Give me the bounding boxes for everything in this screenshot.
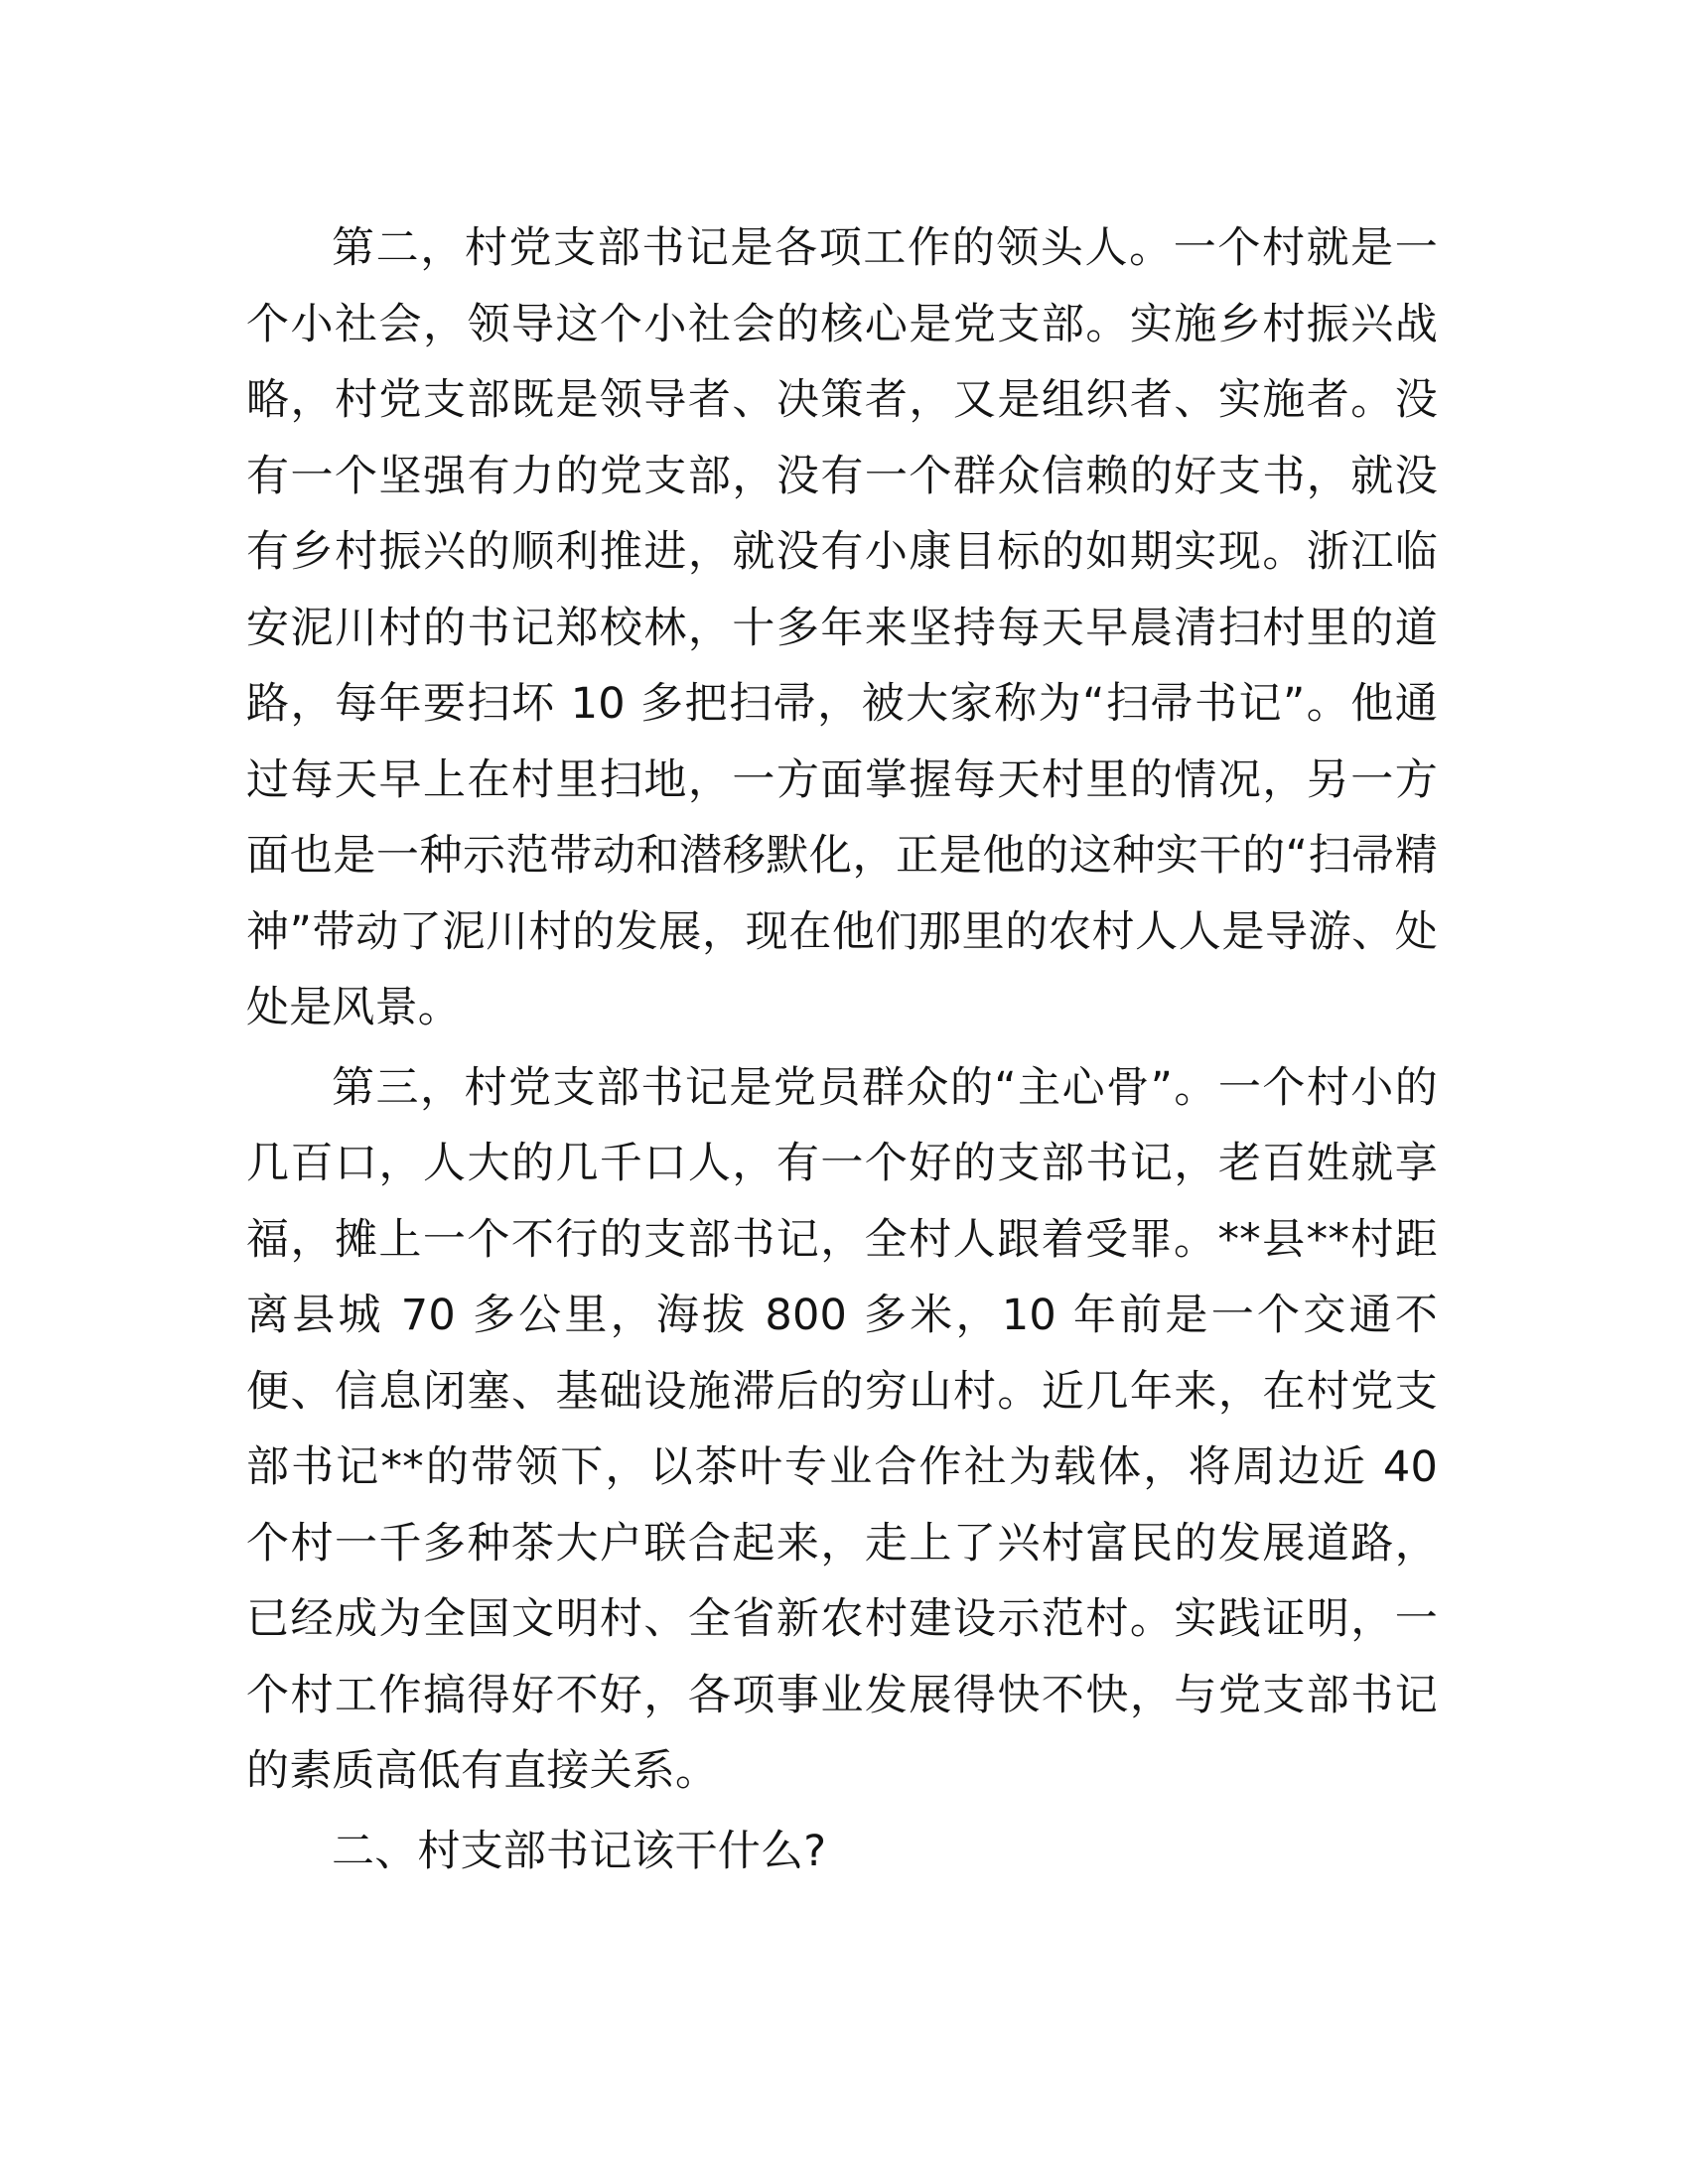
- paragraph-village-secretary-backbone: 第三，村党支部书记是党员群众的“主心骨”。一个村小的几百口，人大的几千口人，有一个好的支部书记，老百姓就享福，摊上一个不行的支部书记，全村人跟着受罪。**县**村距离县城 70 多公里，海拔 800 多米，10 年前是一个交通不便、信息闭塞、基础设施滞后的穷山村。近几年来，在村党支部书记**的带领下，以茶叶专业合作社为载体，将周边近 40 个村一千多种茶大户联合起来，走上了兴村富民的发展道路，已经成为全国文明村、全省新农村建设示范村。实践证明，一个村工作搞得好不好，各项事业发展得快不快，与党支部书记的素质高低有直接关系。: [246, 1062, 1438, 1796]
- section-heading-what-to-do: 二、村支部书记该干什么?: [332, 1826, 827, 1876]
- document-body: [246, 210, 1438, 1889]
- paragraph-village-secretary-leader: 第二，村党支部书记是各项工作的领头人。一个村就是一个小社会，领导这个小社会的核心是党支部。实施乡村振兴战略，村党支部既是领导者、决策者，又是组织者、实施者。没有一个坚强有力的党支部，没有一个群众信赖的好支书，就没有乡村振兴的顺利推进，就没有小康目标的如期实现。浙江临安泥川村的书记郑校林，十多年来坚持每天早晨清扫村里的道路，每年要扫坏 10 多把扫帚，被大家称为“扫帚书记”。他通过每天早上在村里扫地，一方面掌握每天村里的情况，另一方面也是一种示范带动和潜移默化，正是他的这种实干的“扫帚精神”带动了泥川村的发展，现在他们那里的农村人人是导游、处处是风景。: [246, 223, 1438, 1032]
